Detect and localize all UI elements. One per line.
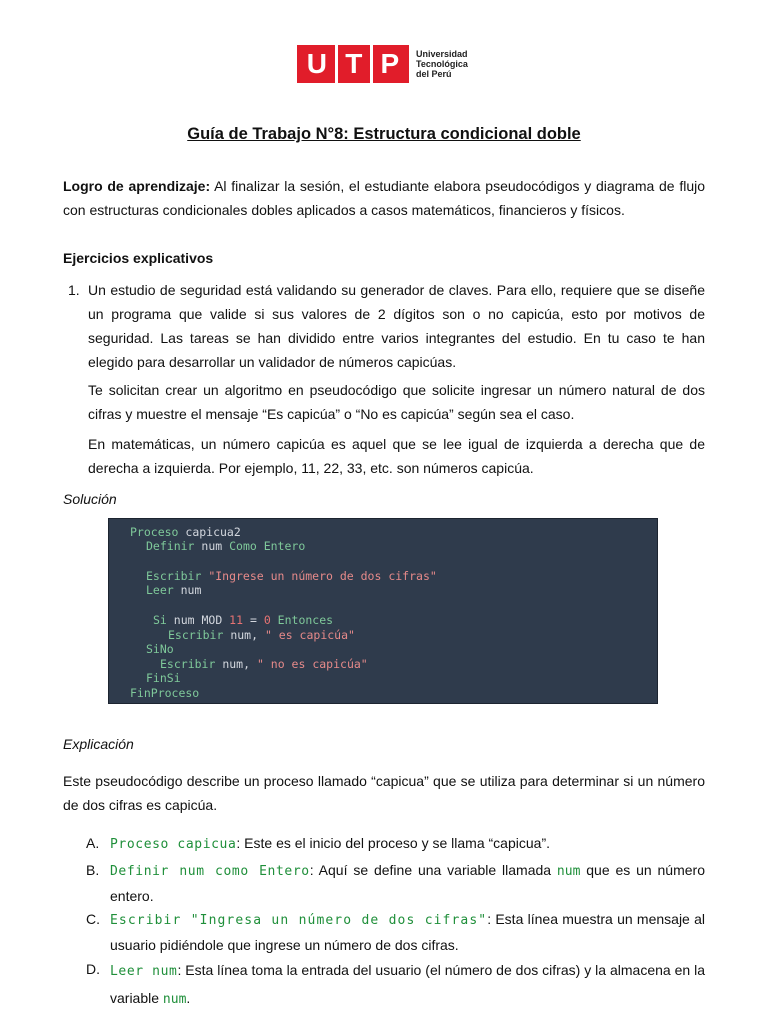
list-item-text: : Esta línea toma la entrada del usuario (el número de dos cifras) y la almacena en la variable — [110, 962, 706, 1006]
code-keyword: Proceso — [130, 525, 179, 539]
code-inline: Escribir "Ingresa un número de dos cifras" — [110, 913, 488, 928]
page-title: Guía de Trabajo N°8: Estructura condicional doble — [187, 125, 581, 143]
code-keyword: SiNo — [146, 642, 174, 656]
code-inline: num — [162, 992, 187, 1007]
logo-line-3: del Perú — [416, 69, 452, 79]
logo-mark — [297, 45, 409, 83]
code-text: = — [243, 613, 264, 627]
code-line — [146, 583, 201, 597]
logo-letter-u: U — [306, 48, 328, 79]
code-line — [146, 569, 437, 583]
code-keyword: Entonces — [270, 613, 334, 627]
code-inline: Leer num — [110, 964, 178, 979]
list-marker-d: D. — [86, 961, 100, 977]
utp-logo — [297, 45, 468, 83]
code-line — [146, 539, 305, 553]
code-block — [108, 518, 658, 704]
code-line — [160, 657, 368, 671]
list-marker-b: B. — [86, 862, 100, 878]
code-text: num — [173, 583, 202, 597]
code-keyword: Definir — [146, 539, 195, 553]
code-string: " no es capicúa" — [256, 657, 368, 671]
code-keyword: Escribir — [146, 569, 202, 583]
code-string: "Ingrese un número de dos cifras" — [201, 569, 437, 583]
logro-text: Al finalizar la sesión, el estudiante elabora pseudocódigos y diagrama de flujo con estructuras condicionales dobles aplicados a casos matemáticos, financieros y físicos. — [63, 178, 706, 218]
explicacion-label: Explicación — [63, 736, 134, 752]
list-item-text: . — [186, 990, 191, 1006]
code-inline: Definir num como Entero — [110, 864, 310, 879]
logro-label: Logro de aprendizaje: — [63, 178, 211, 194]
code-string: " es capicúa" — [264, 628, 355, 642]
code-text: num, — [223, 628, 265, 642]
list-item-text: : Esta línea muestra un mensaje al usuario pidiéndole que ingrese un número de dos cifras. — [110, 911, 706, 953]
list-marker-a: A. — [86, 835, 100, 851]
logo-line-1: Universidad — [416, 49, 468, 59]
list-item-text: : Este es el inicio del proceso y se llama “capicua”. — [236, 835, 550, 851]
list-item-d — [110, 957, 705, 1013]
list-item-b — [110, 858, 705, 909]
code-line — [146, 642, 174, 656]
code-keyword: Escribir — [168, 628, 224, 642]
list-item-c — [110, 907, 705, 957]
code-text: capicua2 — [178, 525, 241, 539]
logo-letter-t: T — [345, 48, 363, 79]
code-text: num — [194, 539, 230, 553]
list-item-text: : Aquí se define una variable llamada — [309, 862, 557, 878]
item1-paragraph-2: Te solicitan crear un algoritmo en pseudocódigo que solicite ingresar un número natural de dos cifras y muestre el mensaje “Es capicúa” o “No es capicúa” según sea el caso. — [88, 382, 705, 422]
list-marker-c: C. — [86, 911, 100, 927]
code-line — [130, 686, 199, 700]
code-inline: Proceso capicua — [110, 837, 237, 852]
code-line — [146, 671, 181, 685]
list-marker-1: 1. — [68, 282, 80, 298]
explicacion-paragraph: Este pseudocódigo describe un proceso llamado “capicua” que se utiliza para determinar si un número de dos cifras es capicúa. — [63, 773, 705, 813]
code-keyword: Como Entero — [229, 539, 306, 553]
logo-letter-p: P — [380, 48, 400, 79]
item1-paragraph-3: En matemáticas, un número capicúa es aquel que se lee igual de izquierda a derecha que de derecha a izquierda. Por ejemplo, 11, 22, 33, etc. son números capicúa. — [88, 436, 705, 476]
code-line — [168, 628, 355, 642]
ejercicios-heading: Ejercicios explicativos — [63, 250, 214, 266]
logro-paragraph — [63, 174, 705, 222]
code-keyword: FinProceso — [130, 686, 200, 700]
code-keyword: Escribir — [160, 657, 216, 671]
logo-separator — [370, 45, 373, 83]
code-number: 11 — [229, 613, 244, 627]
code-keyword: Leer — [146, 583, 174, 597]
code-text: num MOD — [166, 613, 230, 627]
item1-paragraph-1: Un estudio de seguridad está validando su generador de claves. Para ello, requiere que se diseñe un programa que valide si sus valores de 2 dígitos son o no capicúa, esto por motivos de seguridad. Las tareas se han dividido entre varios integrantes del estudio. En tu caso te han elegido para desarrollar un validador de números capicúas. — [88, 282, 705, 370]
code-text: num, — [215, 657, 257, 671]
code-keyword: FinSi — [146, 671, 181, 685]
logo-separator — [335, 45, 338, 83]
code-number: 0 — [263, 613, 271, 627]
solucion-label: Solución — [63, 491, 117, 507]
code-line — [130, 525, 241, 539]
logo-line-2: Tecnológica — [416, 59, 468, 69]
code-line — [153, 613, 333, 627]
code-inline: num — [556, 864, 581, 879]
code-keyword: Si — [153, 613, 167, 627]
logo-text — [416, 49, 468, 79]
list-item-text: que es un número entero. — [110, 862, 705, 904]
list-item-a — [110, 831, 705, 857]
